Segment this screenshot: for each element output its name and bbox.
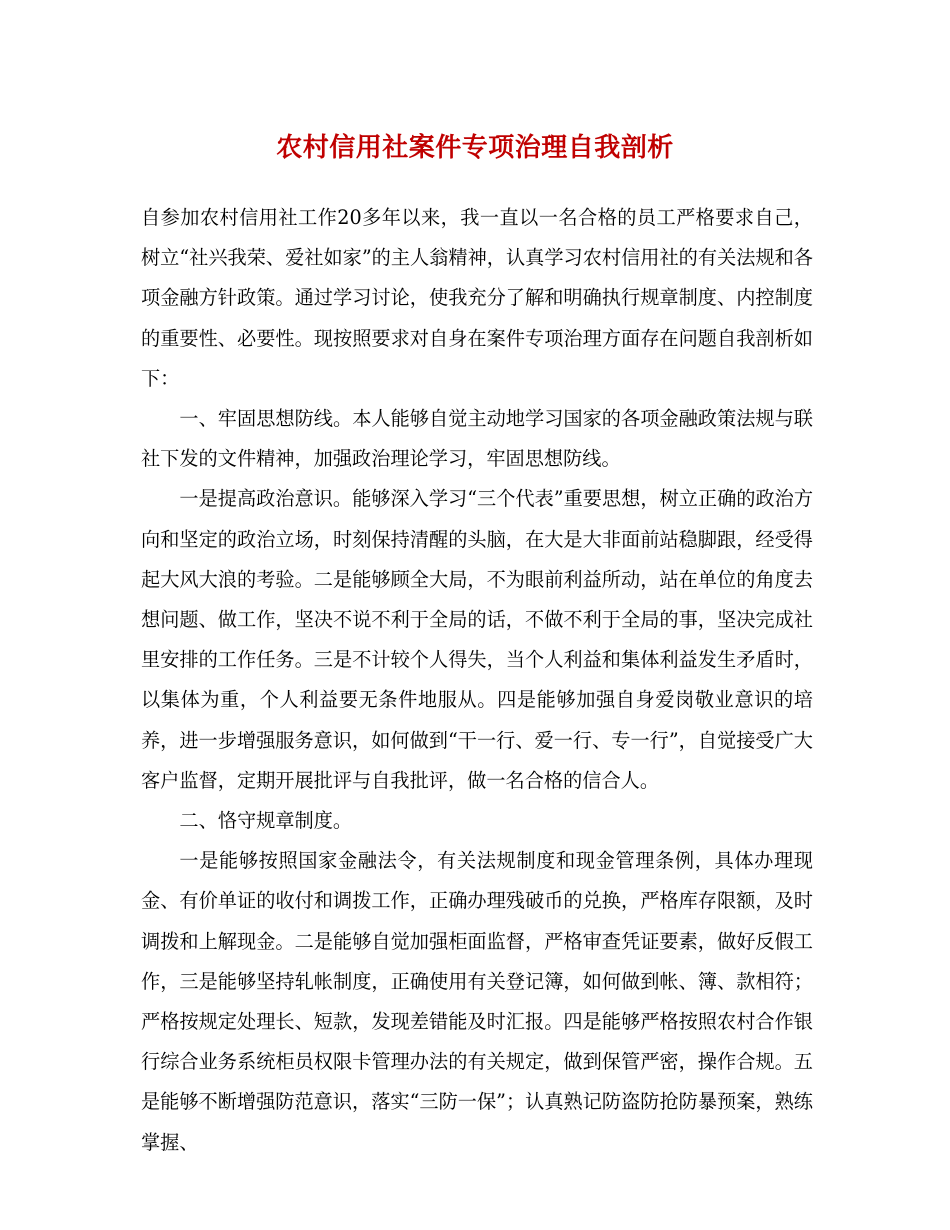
- paragraph-section-2: 二、恪守规章制度。: [179, 809, 353, 833]
- paragraph-section-1-details: 一是提高政治意识。能够深入学习“三个代表”重要思想，树立正确的政治方向和坚定的政治立场，时刻保持清醒的头脑，在大是大非面前站稳脚跟，经受得起大风大浪的考验。二是能够顾全大局，不为眼前利益所动，站在单位的角度去想问题、做工作，坚决不说不利于全局的话，不做不利于全局的事，坚决完成社里安排的工作任务。三是不计较个人得失，当个人利益和集体利益发生矛盾时，以集体为重，个人利益要无条件地服从。四是能够加强自身爱岗敬业意识的培养，进一步增强服务意识，如何做到“干一行、爱一行、专一行”，自觉接受广大客户监督，定期开展批评与自我批评，做一名合格的信合人。: [141, 487, 814, 792]
- paragraph-section-1: 一、牢固思想防线。本人能够自觉主动地学习国家的各项金融政策法规与联社下发的文件精神，加强政治理论学习，牢固思想防线。: [141, 407, 813, 471]
- document-title: 农村信用社案件专项治理自我剖析: [276, 133, 674, 163]
- document-body: [141, 198, 813, 1163]
- paragraph-section-2-details: 一是能够按照国家金融法令，有关法规制度和现金管理条例，具体办理现金、有价单证的收付和调拨工作，正确办理残破币的兑换，严格库存限额，及时调拨和上解现金。二是能够自觉加强柜面监督，严格审查凭证要素，做好反假工作，三是能够坚持轧帐制度，正确使用有关登记簿，如何做到帐、簿、款相符；严格按规定处理长、短款，发现差错能及时汇报。四是能够严格按照农村合作银行综合业务系统柜员权限卡管理办法的有关规定，做到保管严密，操作合规。五是能够不断增强防范意识，落实“三防一保”；认真熟记防盗防抢防暴预案，熟练掌握、: [141, 849, 813, 1154]
- paragraph-intro: 自参加农村信用社工作20多年以来，我一直以一名合格的员工严格要求自己，树立“社兴我荣、爱社如家”的主人翁精神，认真学习农村信用社的有关法规和各项金融方针政策。通过学习讨论，使我充分了解和明确执行规章制度、内控制度的重要性、必要性。现按照要求对自身在案件专项治理方面存在问题自我剖析如下：: [141, 206, 813, 390]
